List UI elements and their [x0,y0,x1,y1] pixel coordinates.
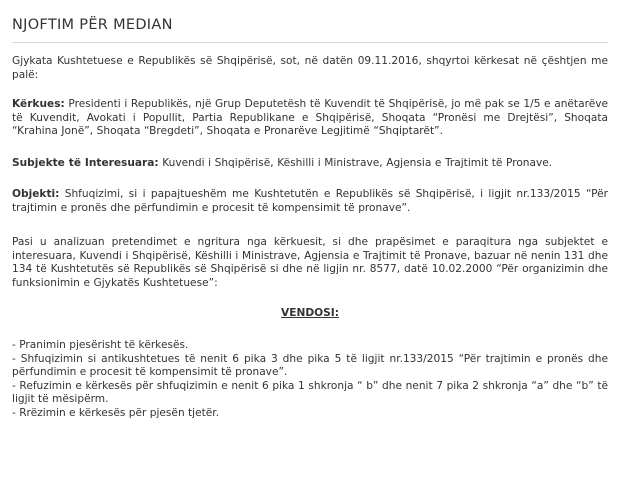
subjekte-label: Subjekte të Interesuara: [12,157,159,169]
considerations-paragraph: Pasi u analizuan pretendimet e ngritura nga kërkuesit, si dhe prapësimet e paraqitura nga subjektet e interesuara, Kuvendi i Shqipërisë, Këshilli i Ministrave, Agjensia e Trajtimit të Pronave, bazuar në nenin 131 dhe 134 të Kushtetutës së Republikës së Shqipërisë si dhe në ligjin nr. 8577, datë 10.02.2000 “Për organizimin dhe funksionimin e Gjykatës Kushtetuese”: [12,236,608,289]
subjekte-paragraph [12,157,608,171]
page-title: NJOFTIM PËR MEDIAN [12,17,173,33]
title-divider [12,42,608,43]
objekti-paragraph [12,188,608,215]
kerkues-text: Presidenti i Republikës, një Grup Deputetësh të Kuvendit të Shqipërisë, jo më pak se 1/5 e anëtarëve të Kuvendit, Avokati i Popullit, Partia Republikane e Shqipërisë, Shoqata “Pronësi me Drejtësi”, Shoqata “Krahina Jonë”, Shoqata “Bregdeti”, Shoqata e Pronarëve Legjitimë “Shqiptarët”. [12,98,608,137]
intro-paragraph: Gjykata Kushtetuese e Republikës së Shqipërisë, sot, në datën 09.11.2016, shqyrtoi kërkesat në çështjen me palë: [12,55,608,81]
media-notice-article [12,14,608,419]
kerkues-paragraph [12,98,608,139]
objekti-text: Shfuqizimi, si i papajtueshëm me Kushtetutën e Republikës së Shqipërisë, i ligjit nr.133/2015 “Për trajtimin e pronës dhe përfundimin e procesit të kompensimit të pronave”. [12,188,608,214]
objekti-label: Objekti: [12,188,60,200]
decision-heading: VENDOSI: [281,307,339,319]
decision-item: - Rrëzimin e kërkesës për pjesën tjetër. [12,406,220,419]
decision-list [12,339,608,420]
subjekte-text: Kuvendi i Shqipërisë, Këshilli i Ministrave, Agjensia e Trajtimit të Pronave. [158,157,553,169]
kerkues-label: Kërkues: [12,98,65,110]
decision-item: - Pranimin pjesërisht të kërkesës. [12,339,189,351]
decision-item: - Shfuqizimin si antikushtetues të nenit 6 pika 3 dhe pika 5 të ligjit nr.133/2015 “Për trajtimin e pronës dhe përfundimin e procesit të kompensimit të pronave”. [12,352,608,378]
decision-item: - Refuzimin e kërkesës për shfuqizimin e nenit 6 pika 1 shkronja “ b” dhe nenit 7 pika 2 shkronja “a” dhe “b” të ligjit të mësipërm. [12,379,608,405]
